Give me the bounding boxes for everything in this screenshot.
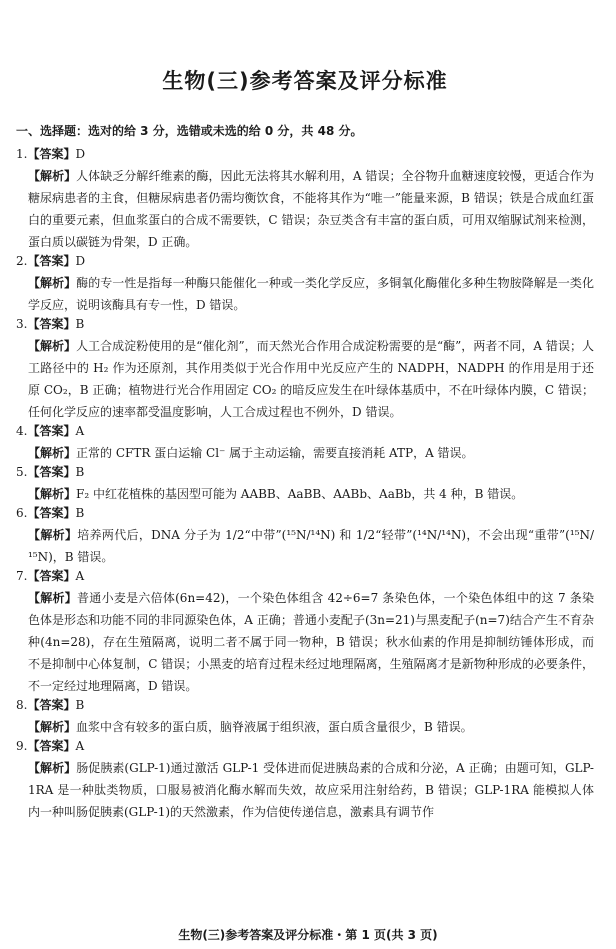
answer-line <box>16 253 594 272</box>
answer-value: B <box>75 506 85 520</box>
answer-value: D <box>75 254 86 268</box>
explanation-label: 【解析】 <box>28 169 77 183</box>
answer-label: 【答案】 <box>27 317 76 331</box>
explanation-text: 酶的专一性是指每一种酶只能催化一种或一类化学反应，多铜氧化酶催化多种生物胺降解是一类化学反应，说明该酶具有专一性，D 错误。 <box>28 276 594 312</box>
explanation <box>28 524 594 568</box>
answer-line <box>16 697 594 716</box>
question-number: 6. <box>16 506 28 520</box>
explanation-text: 人工合成淀粉使用的是“催化剂”，而天然光合作用合成淀粉需要的是“酶”，两者不同，A 错误；人工路径中的 H₂ 作为还原剂，其作用类似于光合作用中光反应产生的 NADPH，NADPH 的作用是用于还原 CO₂，B 正确；植物进行光合作用固定 CO₂ 的暗反应发生在叶绿体基质中，不在叶绿体内膜，C 错误；任何化学反应的速率都受温度影响，人工合成过程也不例外，D 错误。 <box>28 339 594 419</box>
question-number: 3. <box>16 317 28 331</box>
page-title: 生物(三)参考答案及评分标准 <box>162 69 448 93</box>
answer-line <box>16 423 594 442</box>
answer-line <box>16 316 594 335</box>
answer-label: 【答案】 <box>27 254 76 268</box>
answer-value: B <box>75 465 85 479</box>
answer-line <box>16 738 594 757</box>
answer-value: A <box>75 569 85 583</box>
explanation <box>28 483 594 505</box>
explanation <box>28 272 594 316</box>
question-item <box>16 316 594 423</box>
question-number: 4. <box>16 424 28 438</box>
question-number: 2. <box>16 254 28 268</box>
answer-label: 【答案】 <box>27 569 76 583</box>
explanation-label: 【解析】 <box>28 591 78 605</box>
question-item <box>16 464 594 505</box>
explanation-text: 普通小麦是六倍体(6n=42)，一个染色体组含 42÷6=7 条染色体，一个染色体组中的这 7 条染色体是形态和功能不同的非同源染色体，A 正确；普通小麦配子(3n=21)与黑麦配子(n=7)结合产生不育杂种(4n=28)，存在生殖隔离，说明二者不属于同一物种，B 错误；秋水仙素的作用是抑制纺锤体形成，而不是抑制中心体复制，C 错误；小黑麦的培育过程未经过地理隔离，生殖隔离才是新物种形成的必要条件，不一定经过地理隔离，D 错误。 <box>28 591 594 693</box>
section-heading: 一、选择题：选对的给 3 分，选错或未选的给 0 分，共 48 分。 <box>16 124 363 138</box>
answer-label: 【答案】 <box>27 506 76 520</box>
question-number: 8. <box>16 698 28 712</box>
answer-list <box>16 146 594 823</box>
explanation-label: 【解析】 <box>28 528 78 542</box>
explanation <box>28 335 594 423</box>
answer-label: 【答案】 <box>27 465 76 479</box>
explanation-text: 肠促胰素(GLP-1)通过激活 GLP-1 受体进而促进胰岛素的合成和分泌，A 正确；由题可知，GLP-1RA 是一种肽类物质，口服易被消化酶水解而失效，故应采用注射给药，B 错误；GLP-1RA 能模拟人体内一种叫肠促胰素(GLP-1)的天然激素，作为信使传递信息，激素具有调节作 <box>28 761 594 819</box>
explanation-label: 【解析】 <box>28 487 77 501</box>
explanation <box>28 587 594 697</box>
answer-label: 【答案】 <box>27 424 76 438</box>
explanation-label: 【解析】 <box>28 339 77 353</box>
question-item <box>16 697 594 738</box>
answer-label: 【答案】 <box>27 698 76 712</box>
explanation <box>28 757 594 823</box>
answer-value: D <box>75 147 86 161</box>
explanation-label: 【解析】 <box>28 761 77 775</box>
explanation-text: F₂ 中红花植株的基因型可能为 AABB、AaBB、AABb、AaBb，共 4 种，B 错误。 <box>76 487 524 501</box>
answer-line <box>16 146 594 165</box>
question-item <box>16 423 594 464</box>
answer-line <box>16 505 594 524</box>
explanation <box>28 716 594 738</box>
question-item <box>16 738 594 823</box>
question-item <box>16 505 594 568</box>
explanation-text: 培养两代后，DNA 分子为 1/2“中带”(¹⁵N/¹⁴N) 和 1/2“轻带”(¹⁴N/¹⁴N)，不会出现“重带”(¹⁵N/¹⁵N)，B 错误。 <box>28 528 594 564</box>
question-number: 9. <box>16 739 28 753</box>
explanation <box>28 442 594 464</box>
question-number: 7. <box>16 569 28 583</box>
question-item <box>16 146 594 253</box>
explanation-text: 人体缺乏分解纤维素的酶，因此无法将其水解利用，A 错误；全谷物升血糖速度较慢，更适合作为糖尿病患者的主食，但糖尿病患者仍需均衡饮食，不能将其作为“唯一”能量来源，B 错误；铁是合成血红蛋白的重要元素，但血浆蛋白的合成不需要铁，C 错误；杂豆类含有丰富的蛋白质，可用双缩脲试剂来检测，蛋白质以碳链为骨架，D 正确。 <box>28 169 594 249</box>
question-number: 1. <box>16 147 28 161</box>
answer-value: A <box>75 424 85 438</box>
explanation-text: 血浆中含有较多的蛋白质，脑脊液属于组织液，蛋白质含量很少，B 错误。 <box>76 720 473 734</box>
answer-label: 【答案】 <box>27 739 76 753</box>
question-item <box>16 568 594 697</box>
explanation-label: 【解析】 <box>28 720 77 734</box>
answer-value: B <box>75 317 85 331</box>
explanation-label: 【解析】 <box>28 446 77 460</box>
explanation-label: 【解析】 <box>28 276 77 290</box>
answer-value: A <box>75 739 85 753</box>
explanation-text: 正常的 CFTR 蛋白运输 Cl⁻ 属于主动运输，需要直接消耗 ATP，A 错误。 <box>76 446 474 460</box>
answer-label: 【答案】 <box>27 147 76 161</box>
answer-value: B <box>75 698 85 712</box>
explanation <box>28 165 594 253</box>
question-item <box>16 253 594 316</box>
answer-line <box>16 464 594 483</box>
question-number: 5. <box>16 465 28 479</box>
page-footer: 生物(三)参考答案及评分标准・第 1 页(共 3 页) <box>178 928 438 942</box>
answer-line <box>16 568 594 587</box>
